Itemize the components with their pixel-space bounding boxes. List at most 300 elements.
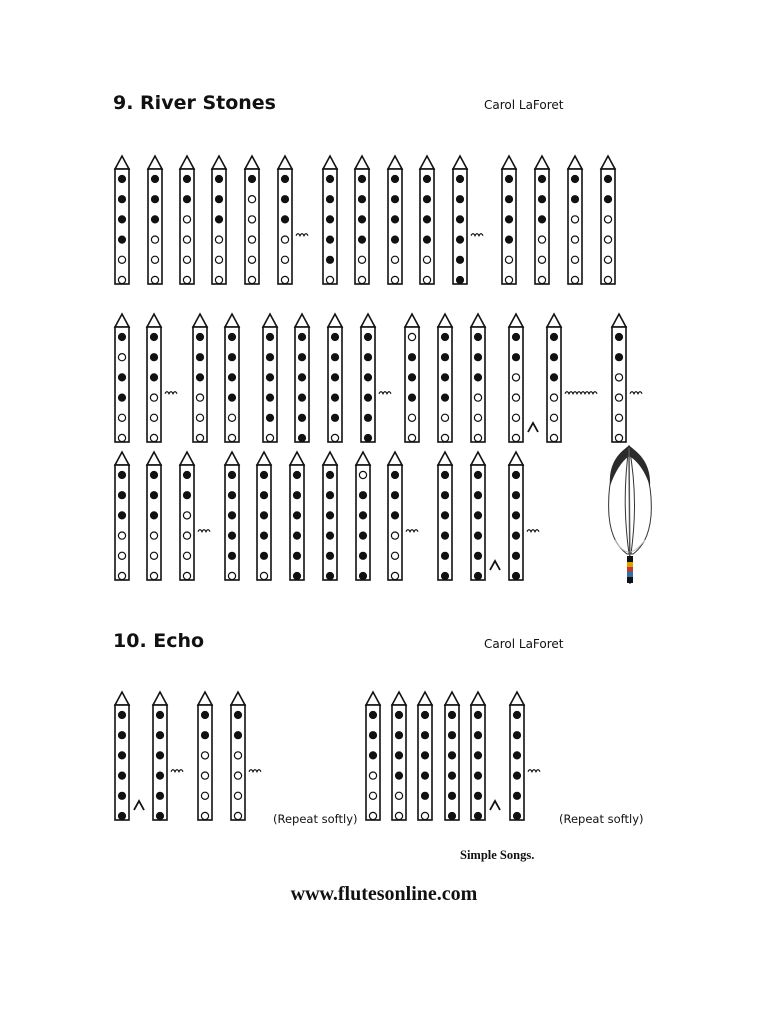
closed-hole [395, 752, 402, 759]
closed-hole [118, 374, 125, 381]
flute-body [535, 169, 549, 284]
open-hole [369, 772, 376, 779]
closed-hole [228, 512, 235, 519]
open-hole [391, 276, 398, 283]
closed-hole [448, 812, 455, 819]
closed-hole [615, 333, 622, 340]
closed-hole [118, 471, 125, 478]
open-hole [196, 414, 203, 421]
open-hole [395, 812, 402, 819]
flute-mouthpiece [471, 314, 485, 327]
flute-body [198, 705, 212, 820]
closed-hole [448, 772, 455, 779]
closed-hole [441, 471, 448, 478]
accent-icon [134, 801, 144, 810]
closed-hole [359, 572, 366, 579]
flute-mouthpiece [147, 452, 161, 465]
open-hole [369, 812, 376, 819]
flute-body [388, 465, 402, 580]
closed-hole [423, 216, 430, 223]
closed-hole [293, 471, 300, 478]
flute-mouthpiece [147, 314, 161, 327]
closed-hole [260, 532, 267, 539]
flute-body [245, 169, 259, 284]
flute-mouthpiece [392, 692, 406, 705]
closed-hole [474, 471, 481, 478]
open-hole [183, 572, 190, 579]
closed-hole [364, 374, 371, 381]
flute-mouthpiece [231, 692, 245, 705]
flute-mouthpiece [438, 452, 452, 465]
flute-body [471, 465, 485, 580]
flute-body [612, 327, 626, 442]
closed-hole [326, 471, 333, 478]
closed-hole [151, 216, 158, 223]
flute-fingering-icon [453, 156, 467, 284]
open-hole [331, 434, 338, 441]
flute-fingering-icon [388, 156, 402, 284]
closed-hole [331, 354, 338, 361]
open-hole [615, 414, 622, 421]
flute-mouthpiece [290, 452, 304, 465]
closed-hole [456, 276, 463, 283]
flute-body [356, 465, 370, 580]
flute-fingering-icon [471, 452, 485, 580]
flute-body [180, 169, 194, 284]
flute-fingering-icon [225, 452, 239, 580]
flute-fingering-icon [147, 314, 161, 442]
closed-hole [118, 792, 125, 799]
closed-hole [448, 711, 455, 718]
flute-fingering-icon [115, 314, 129, 442]
closed-hole [538, 175, 545, 182]
closed-hole [441, 354, 448, 361]
closed-hole [512, 354, 519, 361]
closed-hole [391, 216, 398, 223]
closed-hole [364, 333, 371, 340]
flute-fingering-icon [547, 314, 561, 442]
open-hole [150, 414, 157, 421]
closed-hole [505, 216, 512, 223]
flute-body [115, 465, 129, 580]
flute-mouthpiece [295, 314, 309, 327]
flute-mouthpiece [115, 314, 129, 327]
flute-fingering-icon [438, 314, 452, 442]
flute-body [388, 169, 402, 284]
closed-hole [359, 552, 366, 559]
flute-mouthpiece [225, 452, 239, 465]
flute-fingering-icon [471, 314, 485, 442]
open-hole [538, 276, 545, 283]
flute-mouthpiece [502, 156, 516, 169]
open-hole [358, 276, 365, 283]
closed-hole [364, 414, 371, 421]
open-hole [118, 572, 125, 579]
closed-hole [364, 434, 371, 441]
closed-hole [456, 236, 463, 243]
open-hole [441, 414, 448, 421]
closed-hole [281, 216, 288, 223]
closed-hole [474, 374, 481, 381]
repeat-note: (Repeat softly) [273, 812, 358, 826]
closed-hole [156, 752, 163, 759]
closed-hole [150, 471, 157, 478]
closed-hole [358, 175, 365, 182]
open-hole [228, 434, 235, 441]
accent-icon [490, 561, 500, 570]
closed-hole [156, 812, 163, 819]
closed-hole [118, 752, 125, 759]
closed-hole [118, 512, 125, 519]
closed-hole [474, 732, 481, 739]
flute-body [231, 705, 245, 820]
closed-hole [260, 512, 267, 519]
flute-mouthpiece [568, 156, 582, 169]
open-hole [201, 792, 208, 799]
closed-hole [234, 732, 241, 739]
closed-hole [183, 492, 190, 499]
flute-body [445, 705, 459, 820]
flute-fingering-icon [418, 692, 432, 820]
closed-hole [234, 711, 241, 718]
closed-hole [118, 394, 125, 401]
trill-icon [165, 392, 177, 394]
closed-hole [474, 532, 481, 539]
closed-hole [423, 175, 430, 182]
closed-hole [293, 492, 300, 499]
trill-icon [630, 392, 642, 394]
flute-fingering-icon [355, 156, 369, 284]
closed-hole [331, 394, 338, 401]
open-hole [571, 276, 578, 283]
song-author: Carol LaForet [484, 98, 564, 112]
closed-hole [512, 572, 519, 579]
closed-hole [298, 354, 305, 361]
closed-hole [326, 532, 333, 539]
flute-body [418, 705, 432, 820]
flute-mouthpiece [245, 156, 259, 169]
flute-body [115, 169, 129, 284]
closed-hole [118, 196, 125, 203]
trill-icon [296, 234, 308, 236]
closed-hole [201, 711, 208, 718]
closed-hole [391, 196, 398, 203]
flute-body [225, 465, 239, 580]
closed-hole [474, 792, 481, 799]
flute-body [568, 169, 582, 284]
flute-fingering-icon [502, 156, 516, 284]
closed-hole [298, 394, 305, 401]
closed-hole [196, 374, 203, 381]
closed-hole [512, 471, 519, 478]
feather-icon [605, 444, 655, 586]
open-hole [201, 772, 208, 779]
flute-body [278, 169, 292, 284]
open-hole [512, 374, 519, 381]
flute-mouthpiece [115, 452, 129, 465]
closed-hole [391, 512, 398, 519]
open-hole [604, 276, 611, 283]
flute-fingering-icon [405, 314, 419, 442]
flute-mouthpiece [148, 156, 162, 169]
closed-hole [505, 175, 512, 182]
open-hole [505, 256, 512, 263]
closed-hole [538, 196, 545, 203]
open-hole [550, 394, 557, 401]
closed-hole [550, 374, 557, 381]
open-hole [421, 812, 428, 819]
flute-mouthpiece [180, 156, 194, 169]
closed-hole [298, 434, 305, 441]
closed-hole [156, 711, 163, 718]
flute-fingering-icon [290, 452, 304, 580]
flute-fingering-icon [323, 156, 337, 284]
flute-body [471, 327, 485, 442]
flute-mouthpiece [509, 452, 523, 465]
closed-hole [326, 196, 333, 203]
open-hole [183, 256, 190, 263]
open-hole [118, 354, 125, 361]
trill-icon [379, 392, 391, 394]
flute-body [263, 327, 277, 442]
open-hole [118, 256, 125, 263]
closed-hole [358, 196, 365, 203]
open-hole [604, 256, 611, 263]
open-hole [512, 414, 519, 421]
flute-mouthpiece [547, 314, 561, 327]
closed-hole [474, 752, 481, 759]
open-hole [228, 414, 235, 421]
flute-fingering-icon [115, 156, 129, 284]
flute-body [392, 705, 406, 820]
closed-hole [266, 394, 273, 401]
closed-hole [513, 752, 520, 759]
flute-body [225, 327, 239, 442]
closed-hole [196, 354, 203, 361]
open-hole [505, 276, 512, 283]
open-hole [326, 276, 333, 283]
open-hole [201, 812, 208, 819]
open-hole [234, 752, 241, 759]
closed-hole [474, 552, 481, 559]
closed-hole [423, 236, 430, 243]
closed-hole [512, 333, 519, 340]
closed-hole [150, 512, 157, 519]
open-hole [604, 236, 611, 243]
open-hole [234, 812, 241, 819]
closed-hole [421, 772, 428, 779]
open-hole [571, 216, 578, 223]
open-hole [538, 236, 545, 243]
flute-fingering-icon [445, 692, 459, 820]
closed-hole [298, 414, 305, 421]
flute-body [438, 327, 452, 442]
collection-name: Simple Songs. [460, 848, 535, 862]
closed-hole [118, 492, 125, 499]
flute-mouthpiece [471, 452, 485, 465]
closed-hole [456, 175, 463, 182]
flute-fingering-icon [392, 692, 406, 820]
closed-hole [359, 532, 366, 539]
closed-hole [538, 216, 545, 223]
flute-mouthpiece [115, 156, 129, 169]
open-hole [281, 276, 288, 283]
open-hole [538, 256, 545, 263]
flute-mouthpiece [193, 314, 207, 327]
flute-body [148, 169, 162, 284]
open-hole [234, 792, 241, 799]
flute-body [405, 327, 419, 442]
closed-hole [364, 394, 371, 401]
accent-icon [528, 423, 538, 432]
closed-hole [441, 492, 448, 499]
flute-mouthpiece [212, 156, 226, 169]
open-hole [215, 236, 222, 243]
flute-fingering-icon [612, 314, 626, 442]
closed-hole [513, 772, 520, 779]
closed-hole [331, 374, 338, 381]
song-title: 10. Echo [113, 630, 205, 652]
open-hole [248, 236, 255, 243]
trill-icon [528, 770, 540, 772]
open-hole [183, 276, 190, 283]
closed-hole [421, 792, 428, 799]
closed-hole [395, 732, 402, 739]
closed-hole [215, 216, 222, 223]
flute-mouthpiece [509, 314, 523, 327]
trill-icon [198, 530, 210, 532]
flute-body [510, 705, 524, 820]
open-hole [408, 333, 415, 340]
closed-hole [228, 374, 235, 381]
open-hole [281, 236, 288, 243]
open-hole [150, 394, 157, 401]
closed-hole [293, 572, 300, 579]
closed-hole [260, 471, 267, 478]
flute-fingering-icon [471, 692, 485, 820]
closed-hole [571, 175, 578, 182]
flute-mouthpiece [612, 314, 626, 327]
trill-icon [171, 770, 183, 772]
closed-hole [441, 394, 448, 401]
open-hole [234, 772, 241, 779]
trill-icon [527, 530, 539, 532]
flute-mouthpiece [388, 156, 402, 169]
open-hole [571, 236, 578, 243]
closed-hole [118, 711, 125, 718]
closed-hole [183, 175, 190, 182]
open-hole [550, 434, 557, 441]
open-hole [150, 434, 157, 441]
flute-fingering-icon [420, 156, 434, 284]
flute-mouthpiece [198, 692, 212, 705]
open-hole [604, 216, 611, 223]
closed-hole [421, 711, 428, 718]
open-hole [474, 434, 481, 441]
open-hole [183, 512, 190, 519]
closed-hole [474, 772, 481, 779]
flute-body [147, 327, 161, 442]
flute-fingering-icon [212, 156, 226, 284]
closed-hole [474, 711, 481, 718]
closed-hole [513, 792, 520, 799]
open-hole [571, 256, 578, 263]
closed-hole [293, 532, 300, 539]
open-hole [391, 572, 398, 579]
flute-body [361, 327, 375, 442]
closed-hole [260, 552, 267, 559]
flute-mouthpiece [438, 314, 452, 327]
closed-hole [474, 333, 481, 340]
open-hole [118, 434, 125, 441]
closed-hole [513, 711, 520, 718]
closed-hole [474, 354, 481, 361]
flute-body [328, 327, 342, 442]
open-hole [391, 532, 398, 539]
closed-hole [248, 175, 255, 182]
closed-hole [391, 471, 398, 478]
closed-hole [550, 354, 557, 361]
closed-hole [281, 175, 288, 182]
closed-hole [395, 772, 402, 779]
trill-icon [406, 530, 418, 532]
open-hole [151, 256, 158, 263]
open-hole [550, 414, 557, 421]
flute-body [509, 465, 523, 580]
closed-hole [183, 196, 190, 203]
website-url: www.flutesonline.com [290, 883, 478, 905]
flute-mouthpiece [388, 452, 402, 465]
flute-fingering-icon [180, 452, 194, 580]
flute-fingering-icon [509, 314, 523, 442]
closed-hole [118, 772, 125, 779]
closed-hole [512, 492, 519, 499]
closed-hole [150, 374, 157, 381]
closed-hole [196, 333, 203, 340]
open-hole [150, 572, 157, 579]
closed-hole [391, 236, 398, 243]
open-hole [423, 256, 430, 263]
closed-hole [512, 532, 519, 539]
flute-fingering-icon [180, 156, 194, 284]
open-hole [215, 256, 222, 263]
closed-hole [215, 196, 222, 203]
flute-mouthpiece [323, 156, 337, 169]
open-hole [248, 216, 255, 223]
closed-hole [615, 354, 622, 361]
flute-body [601, 169, 615, 284]
flute-mouthpiece [471, 692, 485, 705]
flute-body [502, 169, 516, 284]
flute-body [323, 465, 337, 580]
closed-hole [266, 354, 273, 361]
closed-hole [228, 532, 235, 539]
open-hole [248, 196, 255, 203]
flute-body [295, 327, 309, 442]
closed-hole [326, 512, 333, 519]
closed-hole [512, 512, 519, 519]
flute-fingering-icon [115, 452, 129, 580]
flute-mouthpiece [535, 156, 549, 169]
flute-fingering-icon [115, 692, 129, 820]
flute-body [547, 327, 561, 442]
flute-body [115, 705, 129, 820]
closed-hole [326, 216, 333, 223]
closed-hole [441, 552, 448, 559]
flute-body [438, 465, 452, 580]
flute-fingering-icon [568, 156, 582, 284]
flute-fingering-icon [510, 692, 524, 820]
